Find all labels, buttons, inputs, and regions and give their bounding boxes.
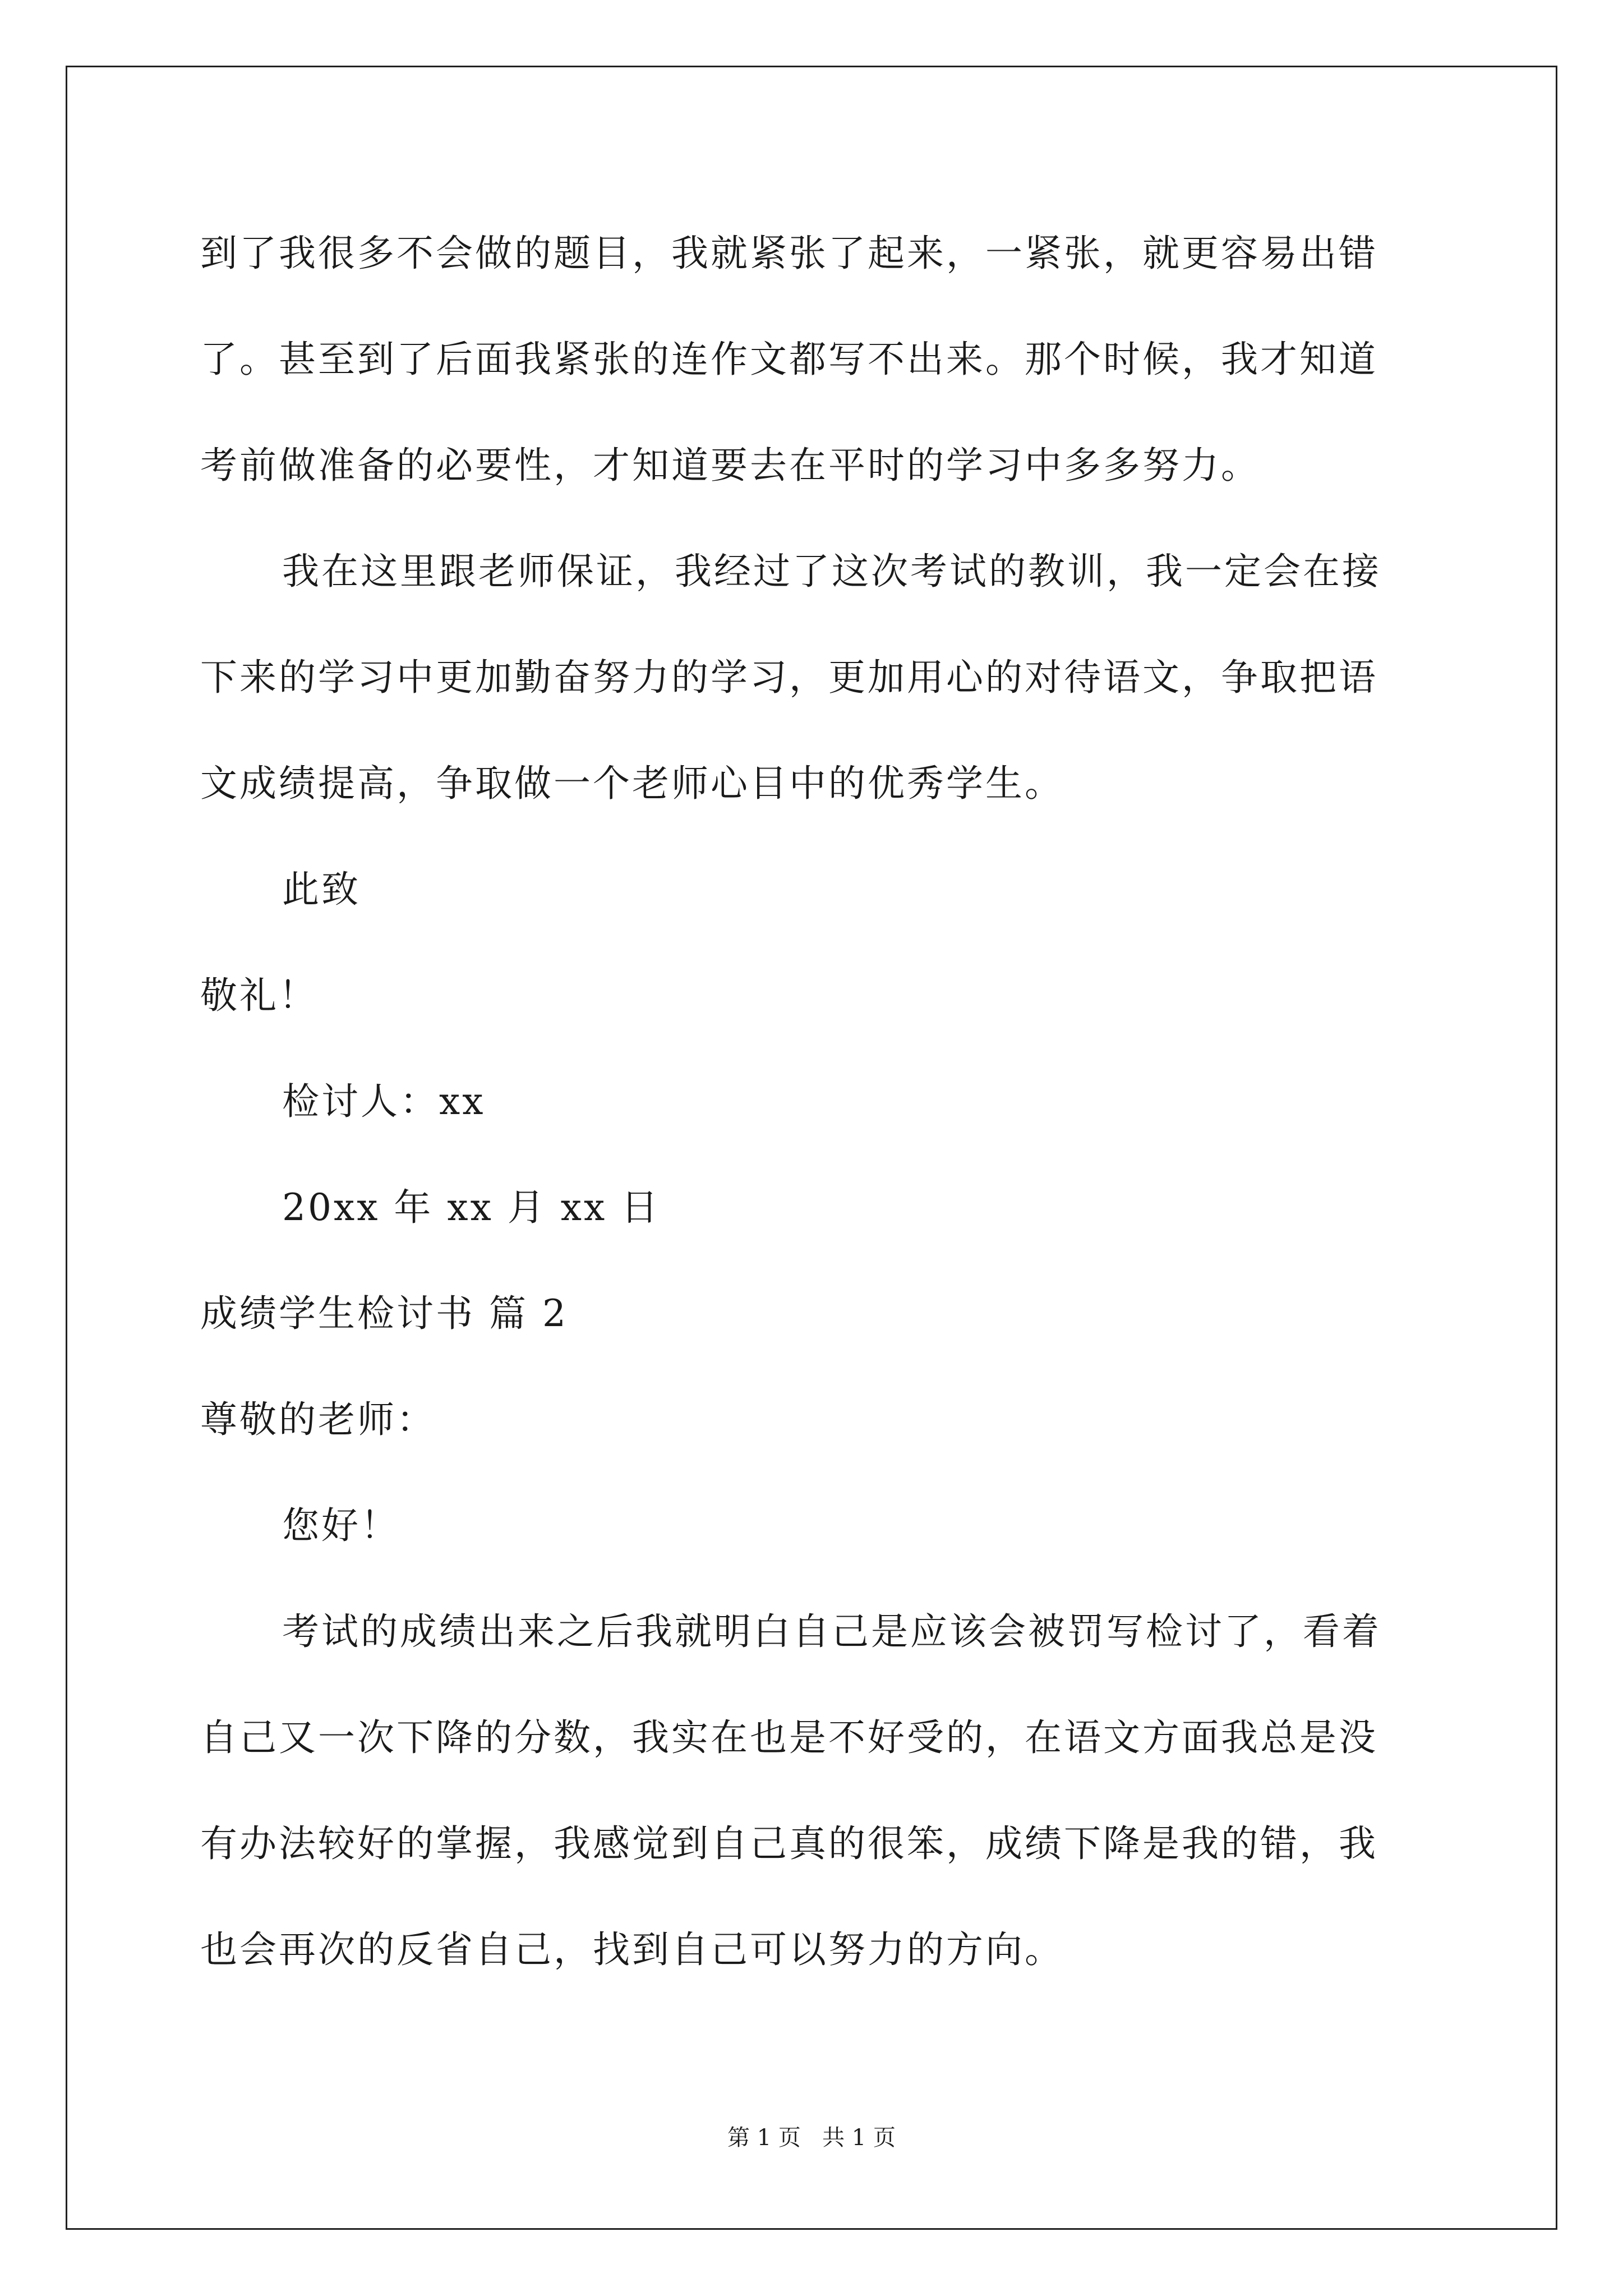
closing-salutation: 此致 xyxy=(282,868,361,911)
text-line: 考试的成绩出来之后我就明白自己是应该会被罚写检讨了，看着 xyxy=(282,1610,1381,1653)
text-line: 自己又一次下降的分数，我实在也是不好受的，在语文方面我总是没 xyxy=(200,1716,1378,1759)
text-line: 也会再次的反省自己，找到自己可以努力的方向。 xyxy=(200,1928,1064,1971)
page-border xyxy=(66,66,1557,2230)
text-line: 文成绩提高，争取做一个老师心目中的优秀学生。 xyxy=(200,762,1064,805)
text-line: 考前做准备的必要性，才知道要去在平时的学习中多多努力。 xyxy=(200,444,1260,487)
text-line: 下来的学习中更加勤奋努力的学习，更加用心的对待语文，争取把语 xyxy=(200,656,1378,699)
text-line: 到了我很多不会做的题目，我就紧张了起来，一紧张，就更容易出错 xyxy=(200,232,1378,275)
closing-regards: 敬礼！ xyxy=(200,974,318,1017)
date-line: 20xx 年 xx 月 xx 日 xyxy=(282,1186,661,1229)
text-line: 我在这里跟老师保证，我经过了这次考试的教训，我一定会在接 xyxy=(282,550,1381,593)
page-footer: 第 1 页 共 1 页 xyxy=(727,2125,896,2151)
section-heading: 成绩学生检讨书 篇 2 xyxy=(200,1292,568,1335)
text-line: 了。甚至到了后面我紧张的连作文都写不出来。那个时候，我才知道 xyxy=(200,338,1378,381)
greeting: 尊敬的老师： xyxy=(200,1398,436,1441)
signature-line: 检讨人：xx xyxy=(282,1080,486,1123)
greeting-hello: 您好！ xyxy=(282,1504,400,1547)
text-line: 有办法较好的掌握，我感觉到自己真的很笨，成绩下降是我的错，我 xyxy=(200,1822,1378,1865)
